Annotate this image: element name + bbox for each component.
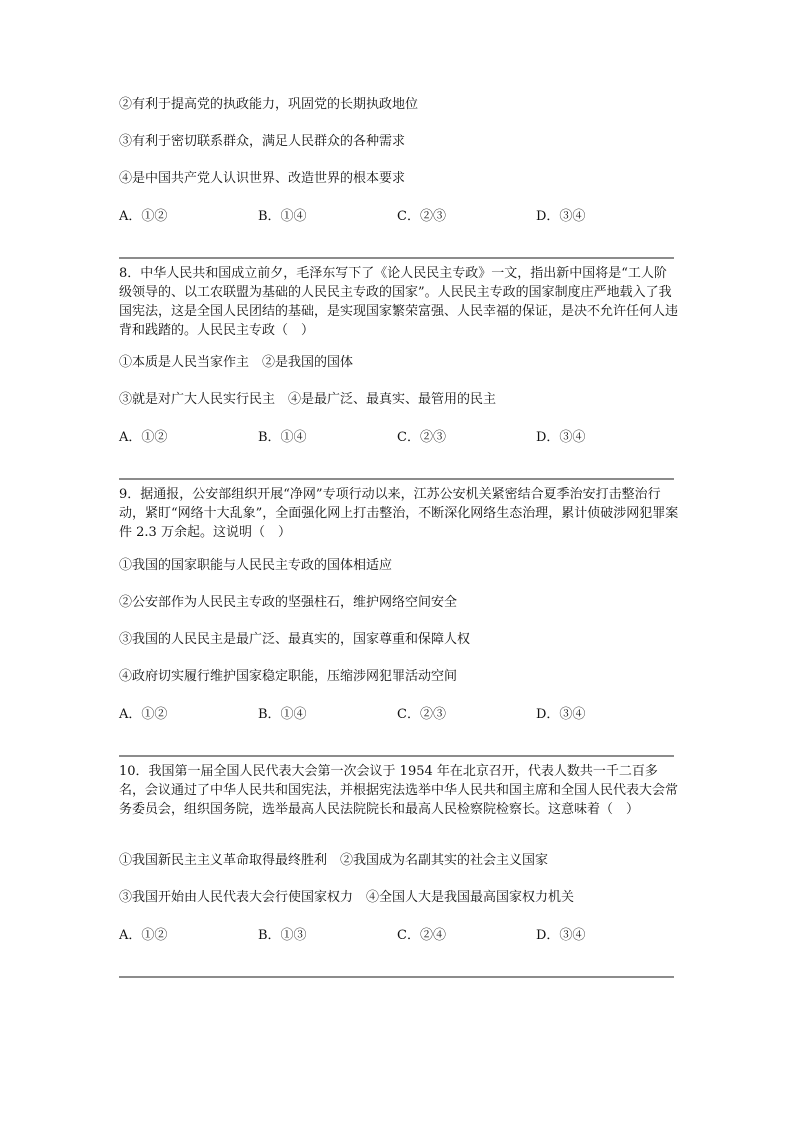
q9-item-2: ②公安部作为人民民主专政的坚强柱石，维护网络空间安全 [119, 595, 458, 610]
q8-option-b[interactable]: B．①④ [258, 430, 307, 445]
q7-item-2: ②有利于提高党的执政能力，巩固党的长期执政地位 [119, 97, 419, 112]
q9-option-d[interactable]: D．③④ [536, 707, 586, 722]
q10-option-d[interactable]: D．③④ [536, 928, 586, 943]
q9-stem: 9．据通报，公安部组织开展“净网”专项行动以来，江苏公安机关紧密结合夏季治安打击整治行动，紧盯“网络十大乱象”，全面强化网上打击整治，不断深化网络生态治理，累计侦破涉网犯罪案件 2.3 万余起。这说明（ ） [119, 487, 679, 540]
q7-item-4: ④是中国共产党人认识世界、改造世界的根本要求 [119, 171, 406, 186]
q8-stem: 8．中华人民共和国成立前夕，毛泽东写下了《论人民民主专政》一文，指出新中国将是“工人阶级领导的、以工农联盟为基础的人民民主专政的国家”。人民民主专政的国家制度庄严地载入了我国宪法，这是全国人民团结的基础，是实现国家繁荣富强、人民幸福的保证，是决不允许任何人违背和践踏的。人民民主专政（ ） [119, 266, 679, 338]
q8-option-d[interactable]: D．③④ [536, 430, 586, 445]
q7-option-b[interactable]: B．①④ [258, 209, 307, 224]
separator-line [119, 257, 674, 259]
separator-line [119, 755, 674, 757]
q9-item-4: ④政府切实履行维护国家稳定职能，压缩涉网犯罪活动空间 [119, 669, 458, 684]
separator-line [119, 976, 674, 978]
q9-option-a[interactable]: A．①② [119, 707, 168, 722]
q10-items-line-2: ③我国开始由人民代表大会行使国家权力 ④全国人大是我国最高国家权力机关 [119, 890, 575, 905]
q10-stem: 10．我国第一届全国人民代表大会第一次会议于 1954 年在北京召开，代表人数共一千二百多名，会议通过了中华人民共和国宪法，并根据宪法选举中华人民共和国主席和全国人民代表大会常务委员会，组织国务院，选举最高人民法院院长和最高人民检察院检察长。这意味着（ ） [119, 764, 679, 817]
q8-items-line-1: ①本质是人民当家作主 ②是我国的国体 [119, 355, 354, 370]
q8-option-a[interactable]: A．①② [119, 430, 168, 445]
q8-option-c[interactable]: C．②③ [397, 430, 446, 445]
q9-item-1: ①我国的国家职能与人民民主专政的国体相适应 [119, 558, 393, 573]
q9-option-c[interactable]: C．②③ [397, 707, 446, 722]
q7-options [119, 208, 674, 226]
q10-option-b[interactable]: B．①③ [258, 928, 307, 943]
q9-option-b[interactable]: B．①④ [258, 707, 307, 722]
q7-option-d[interactable]: D．③④ [536, 209, 586, 224]
q7-option-c[interactable]: C．②③ [397, 209, 446, 224]
q10-option-c[interactable]: C．②④ [397, 928, 446, 943]
q7-item-3: ③有利于密切联系群众，满足人民群众的各种需求 [119, 134, 406, 149]
q8-options [119, 429, 674, 447]
q8-items-line-2: ③就是对广大人民实行民主 ④是最广泛、最真实、最管用的民主 [119, 392, 497, 407]
q10-items-line-1: ①我国新民主主义革命取得最终胜利 ②我国成为名副其实的社会主义国家 [119, 853, 549, 868]
q9-item-3: ③我国的人民民主是最广泛、最真实的，国家尊重和保障人权 [119, 632, 471, 647]
q10-option-a[interactable]: A．①② [119, 928, 168, 943]
q10-options [119, 927, 674, 945]
separator-line [119, 478, 674, 480]
q9-options [119, 706, 674, 724]
q7-option-a[interactable]: A．①② [119, 209, 168, 224]
